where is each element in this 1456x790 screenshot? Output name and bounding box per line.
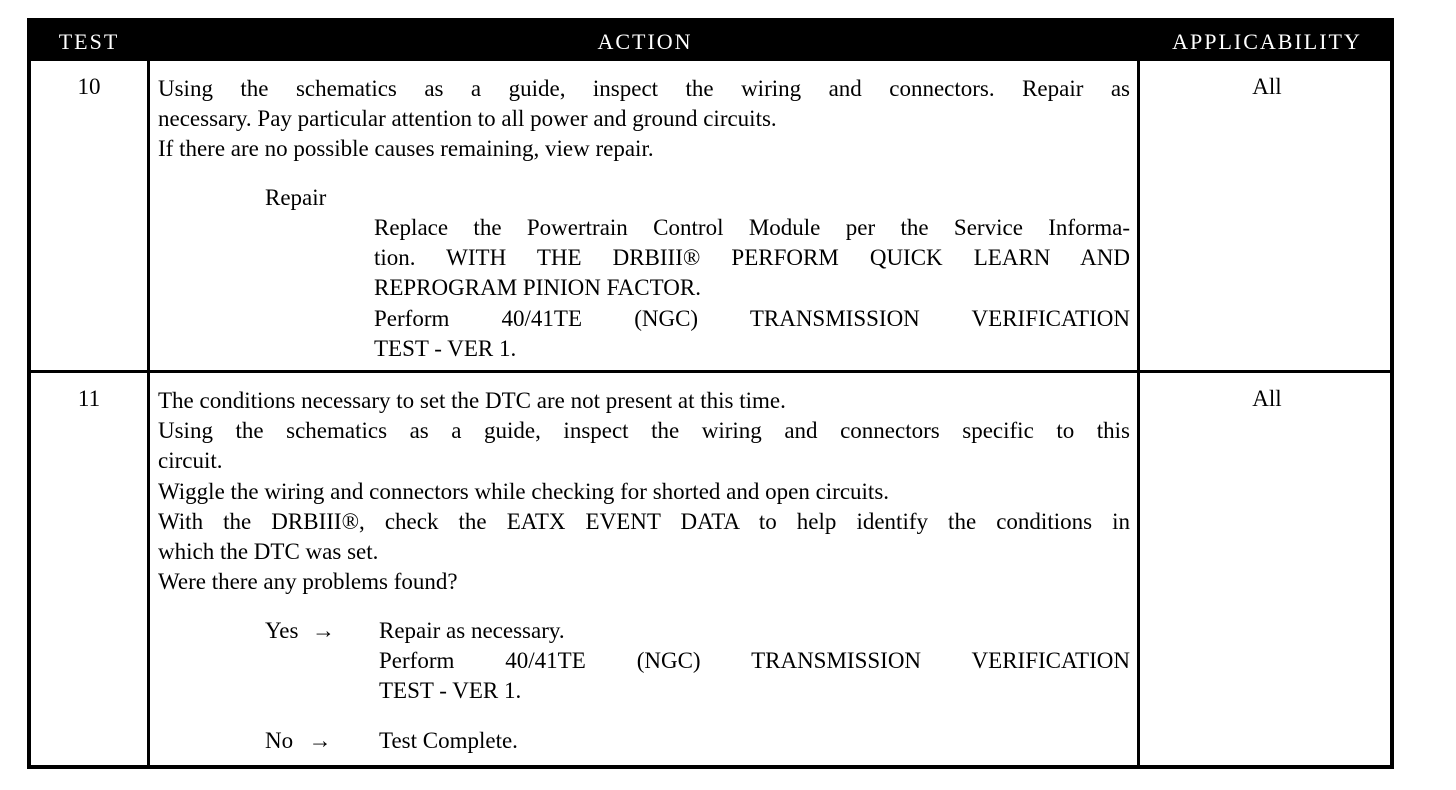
no-option <box>265 726 345 756</box>
yes-line: Repair as necessary. <box>379 618 565 643</box>
action-line: Wiggle the wiring and connectors while checking for shorted and open circuits. <box>158 478 890 504</box>
row-divider <box>31 370 1390 373</box>
action-line: which the DTC was set. <box>158 539 379 565</box>
action-line: Using the schematics as a guide, inspect the wiring and connectors. Repair as <box>158 76 1130 101</box>
row-10-repair-action <box>374 213 1130 364</box>
test-table <box>27 18 1394 769</box>
action-line: necessary. Pay particular attention to all power and ground circuits. <box>158 106 777 132</box>
yes-label: Yes <box>265 618 299 643</box>
column-divider <box>1137 22 1140 765</box>
repair-line: Perform 40/41TE (NGC) TRANSMISSION VERIFICATION <box>374 305 1130 331</box>
row-11-applicability: All <box>1252 386 1282 411</box>
row-10-applicability: All <box>1252 74 1282 99</box>
yes-result <box>379 616 1130 707</box>
header-applicability: APPLICABILITY <box>1172 29 1362 54</box>
table-header <box>31 22 1390 61</box>
row-11-action <box>158 386 1130 597</box>
row-10-test-number: 10 <box>77 74 101 99</box>
action-line: Were there any problems found? <box>158 569 458 595</box>
yes-line: Perform 40/41TE (NGC) TRANSMISSION VERIFICATION <box>379 648 1130 674</box>
no-label: No <box>265 728 294 753</box>
action-line: If there are no possible causes remaining, view repair. <box>158 136 654 162</box>
column-divider <box>147 22 150 765</box>
header-test: TEST <box>58 29 120 54</box>
yes-option <box>265 616 348 646</box>
repair-line: tion. WITH THE DRBIII® PERFORM QUICK LEARN AND <box>374 245 1130 271</box>
right-arrow-icon: → <box>311 618 335 643</box>
repair-label: Repair <box>265 185 327 210</box>
header-action: ACTION <box>597 29 693 54</box>
row-11-test-number: 11 <box>77 386 101 411</box>
repair-line: Replace the Powertrain Control Module per the Service Informa- <box>374 215 1130 240</box>
repair-line: TEST - VER 1. <box>374 335 517 361</box>
action-line: The conditions necessary to set the DTC are not present at this time. <box>158 388 786 413</box>
row-10-action <box>158 74 1130 165</box>
action-line: With the DRBIII®, check the EATX EVENT DATA to help identify the conditions in <box>158 508 1130 534</box>
action-line: Using the schematics as a guide, inspect the wiring and connectors specific to this <box>158 418 1130 444</box>
no-line: Test Complete. <box>379 728 518 753</box>
right-arrow-icon: → <box>308 728 332 753</box>
repair-line: REPROGRAM PINION FACTOR. <box>374 275 701 301</box>
action-line: circuit. <box>158 448 223 474</box>
no-result <box>379 726 1130 756</box>
yes-line: TEST - VER 1. <box>379 678 522 704</box>
